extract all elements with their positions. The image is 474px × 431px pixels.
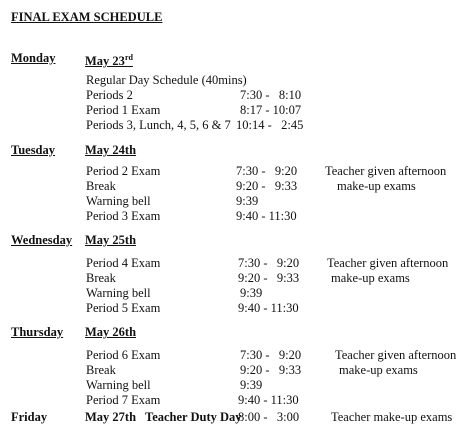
day-heading-tuesday: Tuesday bbox=[11, 143, 56, 157]
row-label: Warning bell bbox=[86, 378, 151, 392]
day-heading-wednesday: Wednesday bbox=[11, 233, 73, 247]
row-time: 9:40 - 11:30 bbox=[238, 393, 299, 407]
row-note: Teacher given afternoon bbox=[325, 164, 447, 178]
row-note: make-up exams bbox=[337, 179, 416, 193]
row-note: Teacher make-up exams bbox=[331, 410, 453, 424]
date-tuesday: May 24th bbox=[85, 143, 137, 157]
row-time: 10:14 - 2:45 bbox=[236, 118, 304, 132]
day-heading-monday: Monday bbox=[11, 51, 56, 65]
day-heading-friday: Friday bbox=[11, 410, 48, 424]
row-label: Period 6 Exam bbox=[86, 348, 161, 362]
row-label: Period 4 Exam bbox=[86, 256, 161, 270]
row-time: 9:20 - 9:33 bbox=[240, 363, 302, 377]
day-heading-thursday: Thursday bbox=[11, 325, 64, 339]
row-time: 8:17 - 10:07 bbox=[240, 103, 302, 117]
row-time: 9:40 - 11:30 bbox=[236, 209, 297, 223]
row-label: Break bbox=[86, 179, 116, 193]
row-time: 7:30 - 9:20 bbox=[238, 256, 300, 270]
row-note: Teacher given afternoon bbox=[335, 348, 457, 362]
row-note: make-up exams bbox=[339, 363, 418, 377]
date-monday: May 23rd bbox=[85, 53, 133, 69]
row-time: 9:39 bbox=[240, 286, 263, 300]
row-label: Periods 2 bbox=[86, 88, 133, 102]
row-time: 9:40 - 11:30 bbox=[238, 301, 299, 315]
row-time: 7:30 - 9:20 bbox=[240, 348, 302, 362]
row-label: Warning bell bbox=[86, 194, 151, 208]
date-friday: May 27th bbox=[85, 410, 137, 424]
row-time: 9:20 - 9:33 bbox=[236, 179, 298, 193]
row-label: Period 5 Exam bbox=[86, 301, 161, 315]
row-label: Regular Day Schedule (40mins) bbox=[86, 73, 247, 87]
row-label: Period 3 Exam bbox=[86, 209, 161, 223]
row-time: 9:39 bbox=[236, 194, 259, 208]
row-time: 7:30 - 8:10 bbox=[240, 88, 302, 102]
row-time: 9:39 bbox=[240, 378, 263, 392]
row-note: make-up exams bbox=[331, 271, 410, 285]
date-thursday: May 26th bbox=[85, 325, 137, 339]
row-note: Teacher given afternoon bbox=[327, 256, 449, 270]
page-title: FINAL EXAM SCHEDULE bbox=[11, 10, 163, 24]
row-label: Break bbox=[86, 363, 116, 377]
date-wednesday: May 25th bbox=[85, 233, 137, 247]
row-label: Period 2 Exam bbox=[86, 164, 161, 178]
row-label: Break bbox=[86, 271, 116, 285]
row-label: Warning bell bbox=[86, 286, 151, 300]
row-time: 9:20 - 9:33 bbox=[238, 271, 300, 285]
row-time: 7:30 - 9:20 bbox=[236, 164, 298, 178]
row-time: 8:00 - 3:00 bbox=[238, 410, 300, 424]
row-label: Period 1 Exam bbox=[86, 103, 161, 117]
row-label: Periods 3, Lunch, 4, 5, 6 & 7 bbox=[86, 118, 231, 132]
row-label: Period 7 Exam bbox=[86, 393, 161, 407]
friday-label: Teacher Duty Day bbox=[145, 410, 242, 424]
